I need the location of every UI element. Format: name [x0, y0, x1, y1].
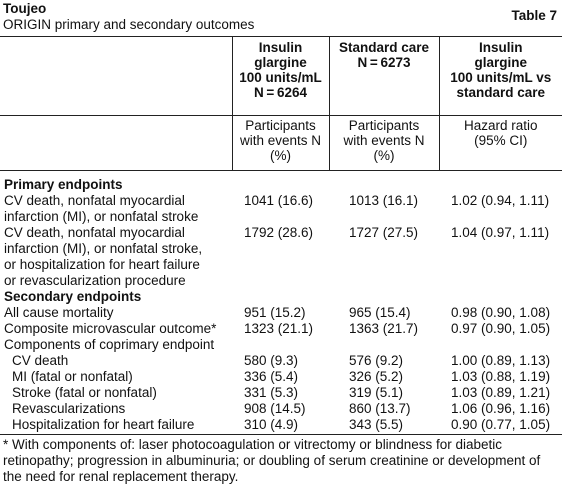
cell-standard: 1363 (21.7)	[349, 321, 419, 336]
section-title: Primary endpoints	[4, 177, 123, 192]
empty-header-cell	[0, 37, 232, 116]
section-row-primary	[0, 171, 562, 194]
row-label: MI (fatal or nonfatal)	[12, 369, 133, 384]
header-line: glargine	[474, 55, 527, 70]
cell-standard: 1727 (27.5)	[349, 225, 419, 240]
section-row-secondary	[0, 289, 562, 305]
subheader-line: Hazard ratio	[463, 118, 538, 133]
cell-hazard-ratio: 1.02 (0.94, 1.11)	[451, 193, 550, 208]
header-line: Insulin	[479, 40, 523, 55]
column-header-row	[0, 37, 562, 116]
row-label: Revascularizations	[12, 401, 126, 416]
header-line: standard care	[456, 85, 546, 100]
cell-standard: 576 (9.2)	[349, 353, 404, 368]
row-label-line: or hospitalization for heart failure	[4, 257, 200, 272]
cell-hazard-ratio: 1.00 (0.89, 1.13)	[451, 353, 551, 368]
table-header	[3, 0, 559, 36]
cell-standard: 860 (13.7)	[349, 401, 411, 416]
cell-glargine: 336 (5.4)	[244, 369, 299, 384]
cell-standard: 1013 (16.1)	[349, 193, 419, 208]
cell-glargine: 908 (14.5)	[244, 401, 306, 416]
cell-hazard-ratio: 1.03 (0.88, 1.19)	[451, 369, 551, 384]
subheader-line: (95% CI)	[474, 133, 528, 148]
drug-name: Toujeo	[3, 1, 47, 16]
header-line: glargine	[254, 55, 307, 70]
column-header-glargine	[232, 37, 329, 116]
table-row	[0, 385, 562, 401]
row-label: Composite microvascular outcome*	[4, 321, 217, 336]
subheader-line: (%)	[270, 148, 291, 163]
table-number: Table 7	[511, 8, 557, 23]
table-row	[0, 305, 562, 321]
row-label-line: infarction (MI), or nonfatal stroke,	[4, 241, 203, 256]
subheader-line: Participants	[245, 118, 316, 133]
subheader-line: (%)	[373, 148, 395, 163]
row-label: Stroke (fatal or nonfatal)	[12, 385, 157, 400]
row-label: Components of coprimary endpoint	[4, 337, 215, 352]
table-row	[0, 401, 562, 417]
cell-glargine: 310 (4.9)	[232, 417, 329, 435]
row-label-line: CV death, nonfatal myocardial	[4, 193, 185, 208]
header-line: Insulin	[258, 40, 303, 55]
subheader-line: with events N	[343, 133, 425, 148]
outcomes-table	[0, 36, 562, 435]
column-subheader-row	[0, 116, 562, 171]
cell-standard: 319 (5.1)	[349, 385, 404, 400]
cell-glargine: 1792 (28.6)	[244, 225, 314, 240]
cell-standard: 343 (5.5)	[329, 417, 439, 435]
row-label-line: CV death, nonfatal myocardial	[4, 225, 185, 240]
cell-hazard-ratio: 0.98 (0.90, 1.08)	[451, 305, 551, 320]
subheader-hazard-ratio	[439, 116, 562, 171]
header-line: N = 6273	[357, 55, 411, 70]
table-row	[0, 369, 562, 385]
table-row	[0, 417, 562, 435]
cell-standard: 965 (15.4)	[349, 305, 411, 320]
cell-glargine: 1323 (21.1)	[244, 321, 314, 336]
table-subtitle: ORIGIN primary and secondary outcomes	[3, 17, 255, 32]
subheader-glargine	[232, 116, 329, 171]
column-header-comparison	[439, 37, 562, 116]
row-label: CV death	[12, 353, 69, 368]
cell-hazard-ratio: 1.06 (0.96, 1.16)	[451, 401, 551, 416]
row-label	[0, 193, 232, 225]
empty-subheader-cell	[0, 116, 232, 171]
cell-hazard-ratio: 0.90 (0.77, 1.05)	[439, 417, 562, 435]
cell-glargine: 580 (9.3)	[244, 353, 299, 368]
cell-glargine: 1041 (16.6)	[244, 193, 314, 208]
subheader-line: Participants	[348, 118, 420, 133]
header-line: 100 units/mL	[239, 70, 322, 85]
header-line: 100 units/mL vs	[450, 70, 552, 85]
cell-standard: 326 (5.2)	[349, 369, 404, 384]
cell-glargine: 331 (5.3)	[244, 385, 299, 400]
row-label: Hospitalization for heart failure	[0, 417, 232, 435]
subheader-standard-care	[329, 116, 439, 171]
section-title: Secondary endpoints	[4, 289, 142, 304]
row-label: All cause mortality	[4, 305, 114, 320]
row-label-line: infarction (MI), or nonfatal stroke	[4, 209, 199, 224]
table-row	[0, 337, 562, 353]
column-header-standard-care	[329, 37, 439, 116]
row-label-line: or revascularization procedure	[4, 273, 186, 288]
table-row	[0, 225, 562, 289]
subheader-line: with events N	[239, 133, 322, 148]
table-row	[0, 353, 562, 369]
cell-glargine: 951 (15.2)	[244, 305, 306, 320]
header-line: N = 6264	[253, 85, 308, 100]
row-label	[0, 225, 232, 289]
table-row	[0, 193, 562, 225]
table-footnote: * With components of: laser photocoagulation or vitrectomy or blindness for diabetic retinopathy; progression in albuminuria; or doubling of serum creatinine or development of the need for renal replacement therapy.	[3, 437, 541, 484]
cell-hazard-ratio: 0.97 (0.90, 1.05)	[451, 321, 551, 336]
table-row	[0, 321, 562, 337]
header-line: Standard care	[338, 40, 430, 55]
cell-hazard-ratio: 1.03 (0.89, 1.21)	[451, 385, 551, 400]
cell-hazard-ratio: 1.04 (0.97, 1.11)	[451, 225, 550, 240]
